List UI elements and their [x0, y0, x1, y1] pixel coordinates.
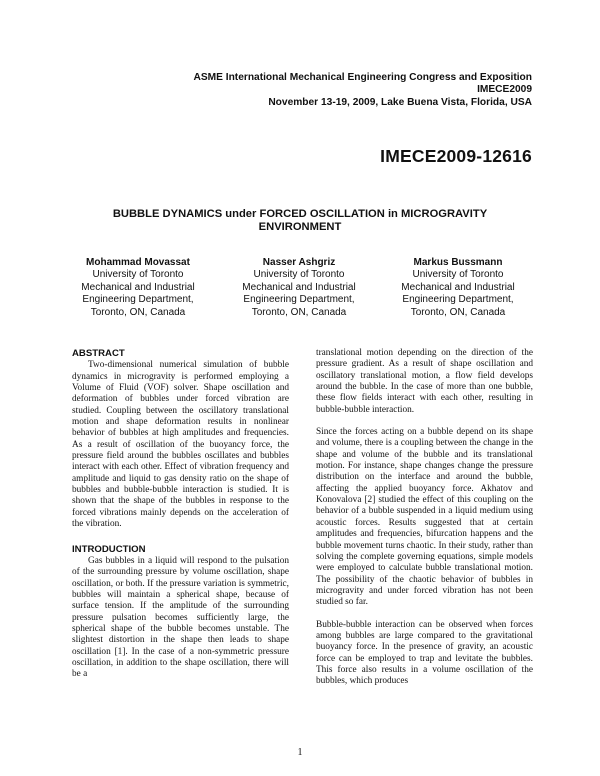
- abstract-heading: ABSTRACT: [72, 348, 125, 359]
- author-affiliation: University of Toronto Mechanical and Industrial Engineering Department, Toronto, ON, Canada: [81, 269, 195, 318]
- author-block: [73, 257, 203, 319]
- left-column: [72, 348, 289, 681]
- introduction-text: Gas bubbles in a liquid will respond to the pulsation of the surrounding pressure by volume oscillation, shape oscillation, or both. If the pressure variation is symmetric, bubbles will maintain a spherical shape, because of surface tension. If the amplitude of the surrounding pressure pulsation becomes sufficiently large, the spherical shape of the bubble becomes unstable. The slightest distortion in the shape then leads to shape oscillation [1]. In the case of a non-symmetric pressure oscillation, in addition to the shape oscillation, there will be a: [72, 555, 289, 680]
- conference-code: IMECE2009: [477, 84, 532, 96]
- author-affiliation: University of Toronto Mechanical and Industrial Engineering Department, Toronto, ON, Canada: [401, 269, 515, 318]
- author-block: [234, 257, 364, 319]
- author-name: Mohammad Movassat: [86, 257, 190, 268]
- paper-title: BUBBLE DYNAMICS under FORCED OSCILLATION in MICROGRAVITY ENVIRONMENT: [112, 208, 488, 233]
- introduction-heading: INTRODUCTION: [72, 543, 146, 555]
- author-affiliation: University of Toronto Mechanical and Industrial Engineering Department, Toronto, ON, Canada: [242, 269, 356, 318]
- body-paragraph: Since the forces acting on a bubble depend on its shape and volume, there is a coupling between the change in the shape and volume of the bubble and its translational motion. For instance, shape changes change the pressure distribution on the interface and around the bubble, affecting the applied buoyancy force. Akhatov and Konovalova [2] studied the effect of this coupling on the behavior of a bubble suspended in a liquid medium using acoustic forces. Results suggested that at certain amplitudes and frequencies, bifurcation happens and the bubble movement turns chaotic. In their study, rather than solving the complete governing equations, simple models were employed to calculate bubble translational motion. The possibility of the chaotic behavior of bubbles in microgravity and under forced vibration has not been studied so far.: [316, 427, 533, 608]
- author-name: Markus Bussmann: [413, 257, 503, 268]
- abstract-text: Two-dimensional numerical simulation of bubble dynamics in microgravity is performed employing a Volume of Fluid (VOF) solver. Shape oscillation and deformation of bubbles under forced vibration are studied. Coupling between the oscillatory translational motion and shape deformation results in nonlinear behavior of bubbles at high amplitudes and frequencies. As a result of oscillation of the buoyancy force, the pressure field around the bubbles oscillates and bubbles interact with each other. Effect of vibration frequency and amplitude and liquid to gas density ratio on the shape of bubbles and bubble-bubble interaction is studied. It is shown that the shape of the bubbles in response to the forced vibrations mainly depends on the acceleration of the vibration.: [72, 360, 289, 530]
- body-paragraph: translational motion depending on the direction of the pressure gradient. As a result of shape oscillation and oscillatory translational motion, a flow field develops around the bubble. In the case of more than one bubble, these flow fields interact with each other, resulting in bubble-bubble interaction.: [316, 348, 533, 415]
- right-column: [316, 348, 533, 688]
- paper-id: IMECE2009-12616: [380, 146, 532, 166]
- conference-name: ASME International Mechanical Engineering Congress and Exposition: [193, 72, 532, 83]
- conference-header: [193, 72, 532, 109]
- body-paragraph: Bubble-bubble interaction can be observed when forces among bubbles are large compared to the gravitational buoyancy force. In the presence of gravity, an acoustic force can be employed to trap and levitate the bubbles. This force also results in a volume oscillation of the bubbles, which produces: [316, 619, 533, 687]
- author-block: [393, 257, 523, 319]
- page-number: 1: [297, 747, 303, 758]
- conference-date-location: November 13-19, 2009, Lake Buena Vista, Florida, USA: [268, 96, 532, 108]
- author-name: Nasser Ashgriz: [262, 257, 336, 268]
